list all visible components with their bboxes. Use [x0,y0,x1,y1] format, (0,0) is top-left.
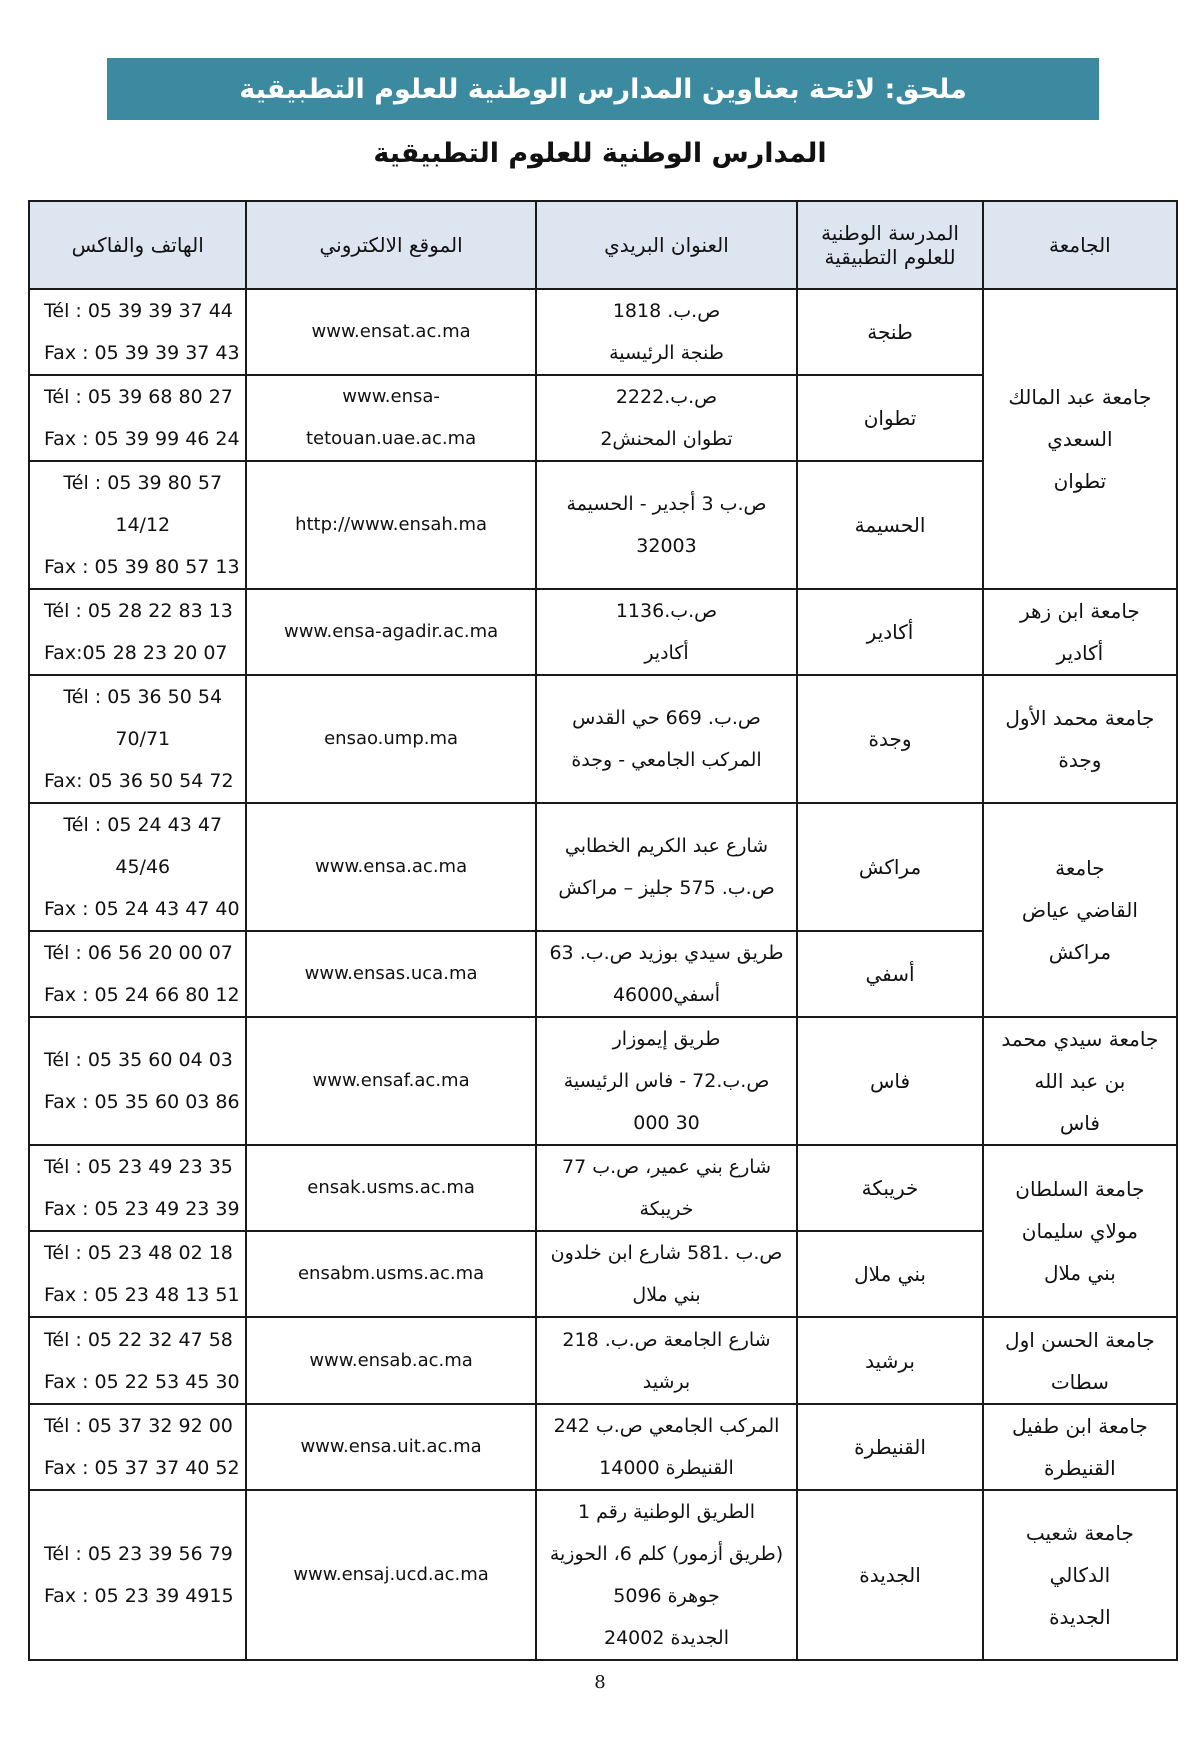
header-phone: الهاتف والفاكس [29,201,246,289]
school-cell-line: تطوان [863,406,917,430]
header-university: الجامعة [983,201,1177,289]
website-cell [246,589,535,675]
website-cell [246,1231,535,1317]
address-cell-line: ص.ب .581 شارع ابن خلدون [550,1242,783,1264]
university-cell [983,1404,1177,1490]
table-row [29,589,1177,675]
table-row [29,675,1177,803]
address-cell-line: القنيطرة 14000 [599,1457,734,1479]
address-cell-line: أكادير [644,642,689,664]
address-cell-line: طريق سيدي بوزيد ص.ب. 63 [549,942,784,964]
university-cell-line: بن عبد الله [1034,1069,1126,1093]
address-cell-line: المركب الجامعي - وجدة [571,749,762,771]
website-cell [246,803,535,931]
header-address: العنوان البريدي [536,201,798,289]
phone-cell-line: Fax : 05 23 49 23 39 [44,1198,240,1220]
university-cell-line: جامعة ابن طفيل [1011,1414,1148,1438]
phone-cell-line: Tél : 05 23 39 56 79 [44,1543,233,1565]
address-cell [536,1145,798,1231]
university-cell-line: جامعة محمد الأول [1005,706,1155,730]
address-cell [536,1017,798,1145]
phone-cell [29,461,246,589]
address-cell-line: ص.ب. 1818 [612,300,721,322]
website-cell-line: www.ensab.ac.ma [309,1349,473,1371]
school-cell [797,1490,982,1660]
phone-cell-line: Fax : 05 39 80 57 13 [44,556,240,578]
schools-table [28,200,1178,1661]
school-cell-line: برشيد [865,1348,915,1373]
table-row [29,1145,1177,1231]
school-cell-line: مراكش [858,855,922,879]
website-cell-line: www.ensa-agadir.ac.ma [283,621,499,642]
phone-cell [29,1317,246,1404]
university-cell [983,1017,1177,1145]
phone-cell [29,289,246,375]
address-cell-line: 32003 [636,535,697,557]
school-cell-line: فاس [869,1069,911,1093]
phone-cell-line: Fax : 05 23 39 4915 [44,1585,234,1607]
address-cell-line: أسفي46000 [612,984,721,1006]
table-row [29,1317,1177,1404]
school-cell [797,1231,982,1317]
university-cell-line: جامعة سيدي محمد [1001,1027,1159,1051]
address-cell-line: طريق إيموزار [612,1028,721,1050]
university-cell [983,803,1177,1017]
address-cell [536,1404,798,1490]
school-cell-line: أسفي [865,962,915,986]
address-cell [536,589,798,675]
phone-cell-line: Tél : 05 37 32 92 00 [44,1415,233,1437]
address-cell-line: خريبكة [639,1198,694,1220]
university-cell-line: مراكش [1048,940,1112,964]
address-cell [536,289,798,375]
address-cell [536,375,798,461]
phone-cell-line: Tél : 05 23 49 23 35 [44,1156,233,1178]
school-cell [797,375,982,461]
address-cell-line: شارع الجامعة ص.ب. 218 [562,1328,771,1351]
phone-cell [29,1231,246,1317]
address-cell-line: برشيد [642,1370,691,1393]
table-body [29,289,1177,1660]
school-cell [797,1145,982,1231]
address-cell [536,1490,798,1660]
website-cell-line: ensabm.usms.ac.ma [297,1263,485,1284]
section-subtitle: المدارس الوطنية للعلوم التطبيقية [373,138,827,169]
phone-cell-line: Tél : 05 36 50 54 70/71 [63,686,223,750]
address-cell-line: جوهرة 5096 [613,1585,720,1607]
university-cell-line: مولاي سليمان [1021,1219,1138,1243]
university-cell-line: جامعة [1055,856,1105,880]
phone-cell-line: Tél : 06 56 20 00 07 [44,942,233,964]
website-cell-line: www.ensaf.ac.ma [312,1070,470,1091]
phone-cell-line: Fax : 05 39 39 37 43 [44,342,240,364]
website-cell-line: www.ensaj.ucd.ac.ma [293,1564,489,1585]
phone-cell [29,375,246,461]
phone-cell-line: Fax : 05 35 60 03 86 [44,1091,240,1113]
school-cell-line: طنجة [867,320,913,344]
school-cell [797,589,982,675]
phone-cell-line: Fax: 05 36 50 54 72 [44,770,234,792]
website-cell-line: ensao.ump.ma [324,728,459,749]
address-cell-line: شارع عبد الكريم الخطابي [564,835,769,857]
table-row [29,1490,1177,1660]
table-row [29,803,1177,931]
university-cell-line: أكادير [1056,641,1104,665]
university-cell-line: جامعة الحسن اول [1005,1327,1155,1352]
page-number: 8 [594,1672,606,1693]
university-cell-line: جامعة ابن زهر [1019,599,1140,623]
school-cell [797,461,982,589]
university-cell [983,589,1177,675]
website-cell [246,1317,535,1404]
website-cell-line: http://www.ensah.ma [295,514,488,535]
header-website: الموقع الالكتروني [246,201,535,289]
website-cell-line: tetouan.uae.ac.ma [305,428,477,449]
website-cell [246,675,535,803]
website-cell-line: www.ensa- [342,386,440,407]
university-cell [983,675,1177,803]
phone-cell-line: Fax : 05 23 48 13 51 [44,1284,240,1306]
address-cell [536,1317,798,1404]
phone-cell [29,1404,246,1490]
school-cell-line: أكادير [866,620,914,644]
phone-cell [29,1017,246,1145]
website-cell [246,461,535,589]
website-cell [246,931,535,1017]
address-cell-line: ص.ب.1136 [615,600,718,622]
school-cell-line: الحسيمة [854,513,926,537]
address-cell-line: ص.ب. 669 حي القدس [572,707,761,729]
university-cell-line: جامعة السلطان [1015,1177,1145,1201]
phone-cell [29,675,246,803]
address-cell-line: شارع بني عمير، ص.ب 77 [562,1156,771,1178]
school-cell-line: خريبكة [861,1176,919,1200]
website-cell [246,1404,535,1490]
page-banner-title: ملحق: لائحة بعناوين المدارس الوطنية للعلوم التطبيقية [107,58,1099,120]
table-row [29,289,1177,375]
website-cell [246,289,535,375]
phone-cell-line: Fax : 05 37 37 40 52 [44,1457,240,1479]
school-cell-line: وجدة [868,727,912,751]
university-cell [983,289,1177,589]
phone-cell-line: Fax : 05 24 43 47 40 [44,898,240,920]
address-cell [536,803,798,931]
address-cell-line: 30 000 [633,1112,700,1134]
phone-cell-line: Fax : 05 24 66 80 12 [44,984,240,1006]
university-cell-line: سطات [1050,1369,1109,1394]
website-cell-line: www.ensa.uit.ac.ma [300,1436,482,1457]
table-header-row [29,201,1177,289]
website-cell-line: www.ensa.ac.ma [315,856,468,877]
university-cell-line: جامعة شعيب [1025,1521,1134,1545]
website-cell [246,1490,535,1660]
address-cell-line: ص.ب.2222 [615,386,718,408]
address-cell-line: (طريق أزمور) كلم 6، الحوزية [549,1543,784,1565]
university-cell-line: القاضي عياض [1021,898,1138,922]
address-cell [536,675,798,803]
university-cell [983,1490,1177,1660]
university-cell-line: وجدة [1058,748,1102,772]
address-cell-line: المركب الجامعي ص.ب 242 [553,1415,780,1437]
website-cell-line: ensak.usms.ac.ma [307,1177,475,1198]
phone-cell-line: Tél : 05 39 68 80 27 [44,386,233,408]
university-cell [983,1317,1177,1404]
address-cell-line: الجديدة 24002 [603,1627,729,1649]
phone-cell-line: Fax : 05 22 53 45 30 [44,1370,240,1393]
phone-cell-line: Fax:05 28 23 20 07 [44,642,228,664]
university-cell-line: القنيطرة [1043,1456,1116,1480]
phone-cell [29,803,246,931]
phone-cell-line: Tél : 05 35 60 04 03 [44,1049,233,1071]
university-cell-line: الدكالي [1049,1563,1111,1587]
website-cell-line: www.ensat.ac.ma [311,321,471,342]
university-cell-line: السعدي [1047,427,1113,451]
address-cell-line: ص.ب. 575 جليز – مراكش [558,877,775,899]
phone-cell-line: Tél : 05 28 22 83 13 [44,600,233,622]
school-cell [797,803,982,931]
address-cell-line: ص.ب.72 - فاس الرئيسية [563,1070,770,1092]
school-cell [797,1017,982,1145]
university-cell-line: جامعة عبد المالك [1008,385,1152,409]
school-cell-line: بني ملال [854,1262,926,1286]
website-cell [246,375,535,461]
address-cell-line: طنجة الرئيسية [609,342,724,364]
address-cell-line: الطريق الوطنية رقم 1 [577,1501,756,1523]
table-row [29,1017,1177,1145]
phone-cell-line: Fax : 05 39 99 46 24 [44,428,240,450]
school-cell [797,675,982,803]
phone-cell [29,931,246,1017]
phone-cell-line: Tél : 05 22 32 47 58 [44,1328,233,1351]
address-cell-line: تطوان المحنش2 [600,428,733,450]
header-school: المدرسة الوطنية للعلوم التطبيقية [797,201,982,289]
university-cell [983,1145,1177,1317]
address-cell-line: ص.ب 3 أجدير - الحسيمة [566,493,767,515]
university-cell-line: تطوان [1053,469,1107,493]
school-cell-line: الجديدة [859,1563,921,1587]
phone-cell [29,1490,246,1660]
website-cell-line: www.ensas.uca.ma [304,963,478,984]
address-cell [536,1231,798,1317]
website-cell [246,1145,535,1231]
phone-cell [29,1145,246,1231]
university-cell-line: فاس [1059,1111,1100,1135]
phone-cell-line: Tél : 05 39 39 37 44 [44,300,233,322]
phone-cell-line: Tél : 05 23 48 02 18 [44,1242,233,1264]
school-cell [797,1404,982,1490]
school-cell-line: القنيطرة [854,1435,926,1459]
phone-cell-line: Tél : 05 39 80 57 14/12 [63,472,223,536]
school-cell [797,931,982,1017]
phone-cell-line: Tél : 05 24 43 47 45/46 [63,814,223,878]
university-cell-line: بني ملال [1043,1261,1116,1285]
website-cell [246,1017,535,1145]
address-cell-line: بني ملال [632,1284,701,1306]
address-cell [536,931,798,1017]
address-cell [536,461,798,589]
phone-cell [29,589,246,675]
university-cell-line: الجديدة [1049,1605,1111,1629]
school-cell [797,289,982,375]
school-cell [797,1317,982,1404]
table-row [29,1404,1177,1490]
